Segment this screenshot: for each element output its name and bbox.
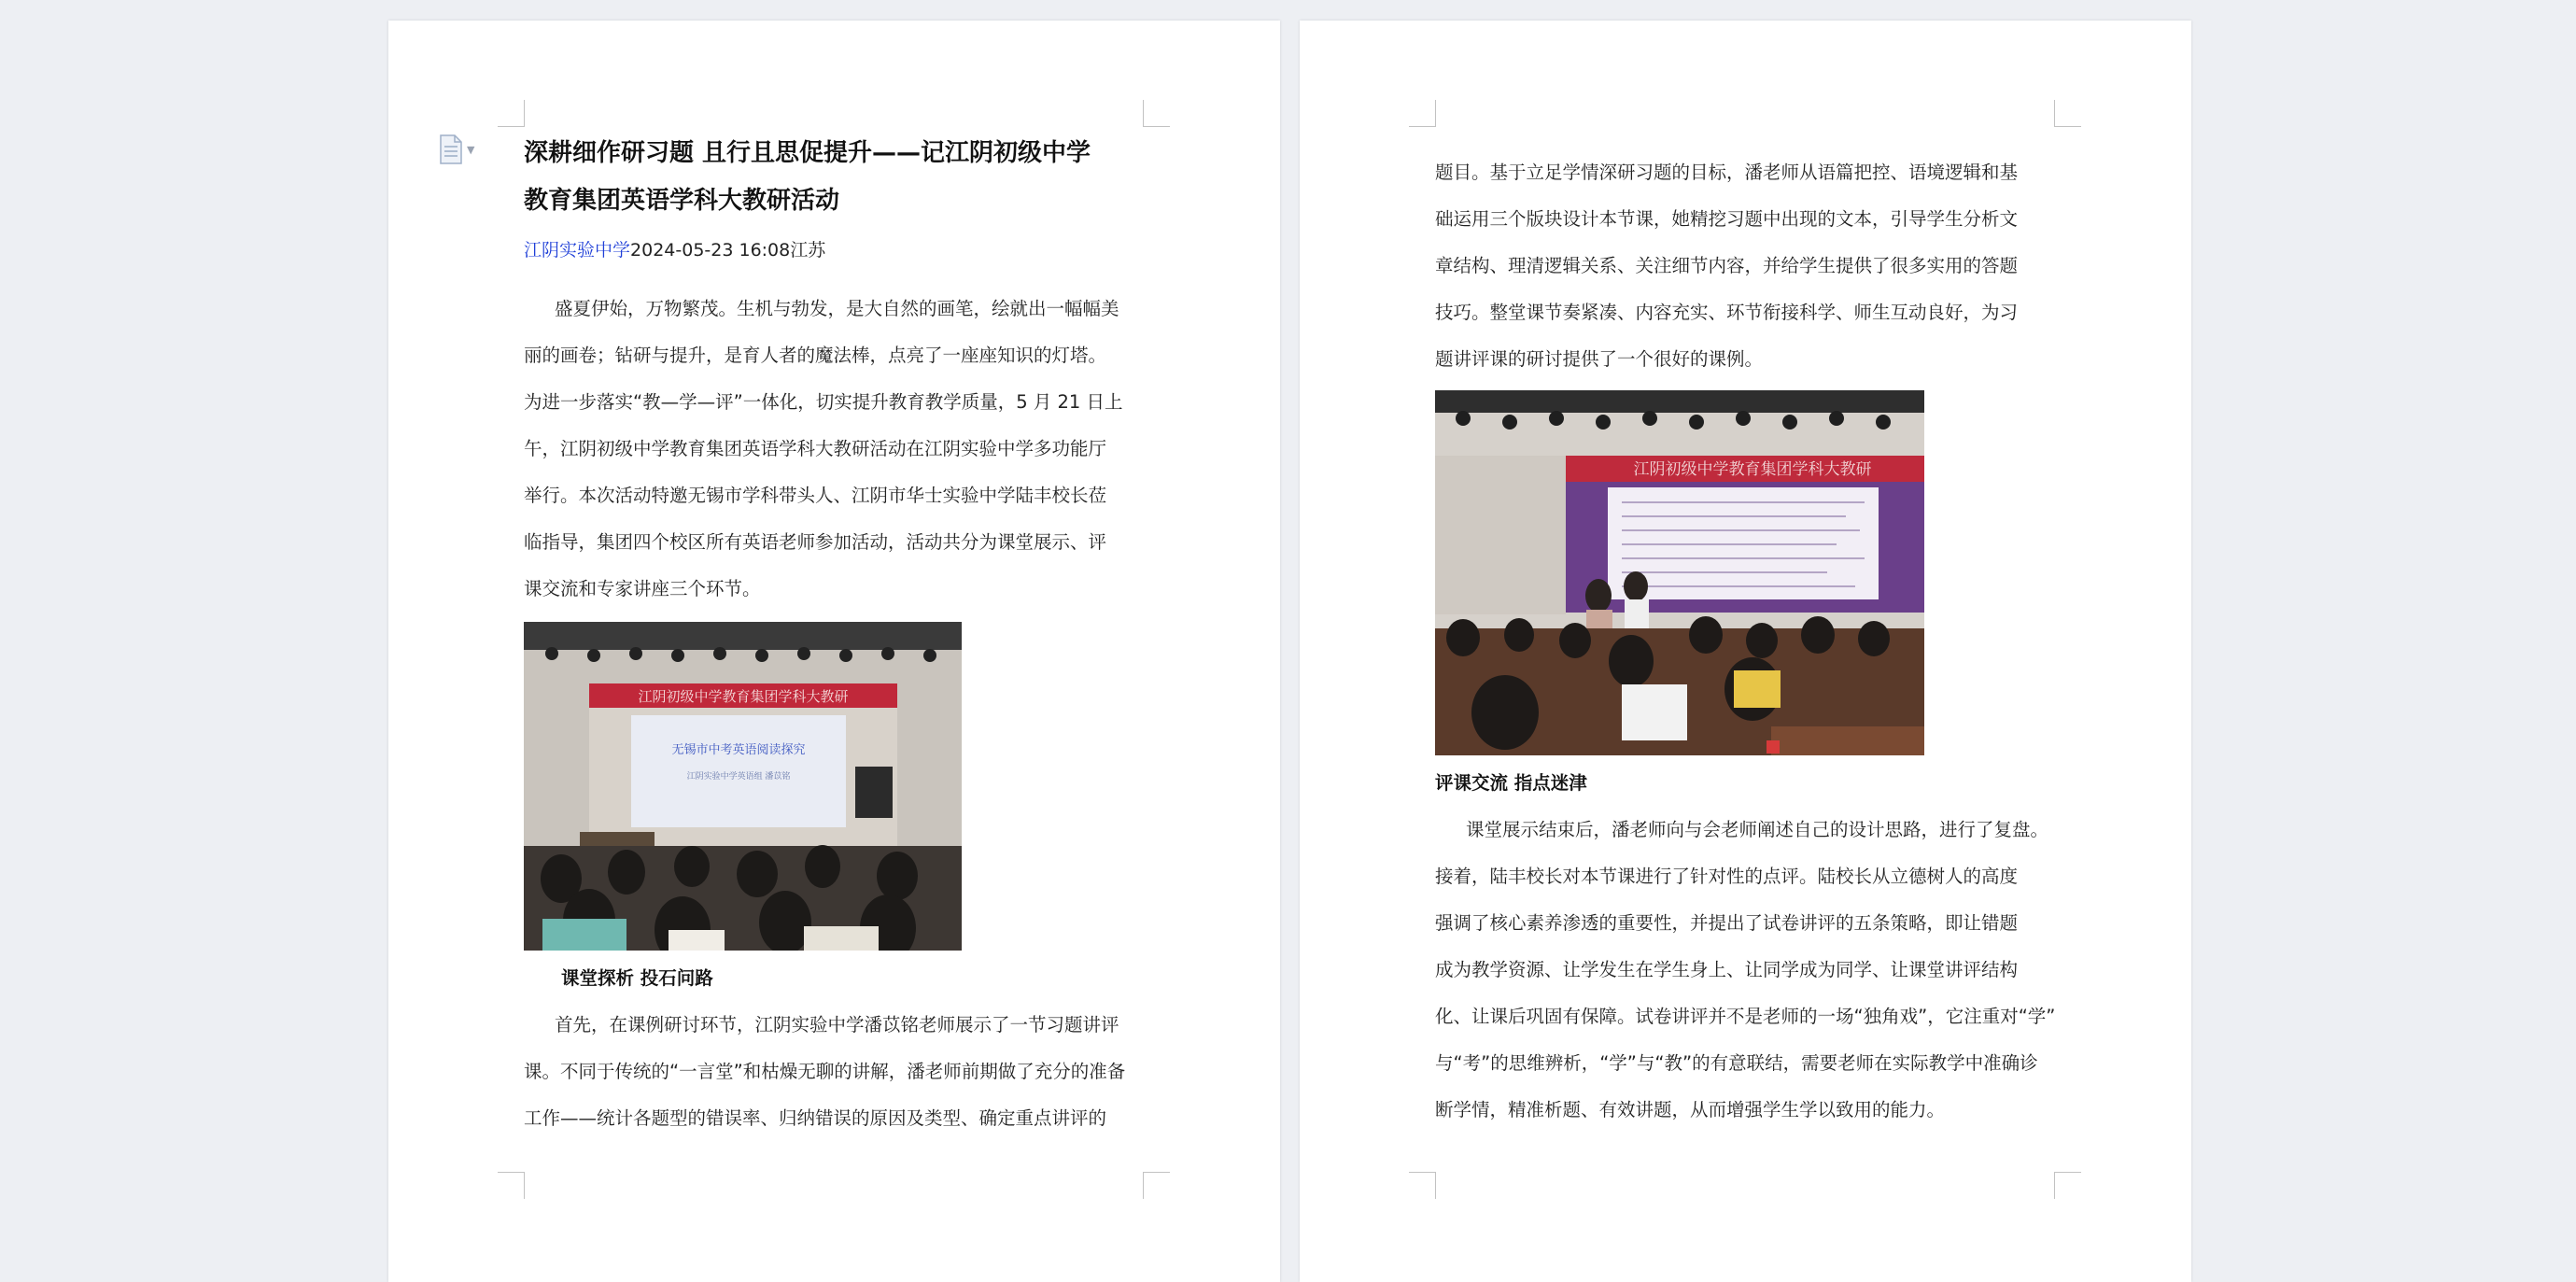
margin-corner-bottom-left — [498, 1172, 525, 1199]
activity-photo-1 — [524, 622, 962, 951]
article-meta — [524, 236, 1149, 264]
text-line: 接着，陆丰校长对本节课进行了针对性的点评。陆校长从立德树人的高度 — [1435, 866, 2019, 887]
title-line-1: 深耕细作研习题 且行且思促提升——记江阴初级中学 — [524, 139, 1091, 167]
text-line: 断学情，精准析题、有效讲题，从而增强学生学以致用的能力。 — [1435, 1099, 1946, 1120]
text-line: 课交流和专家讲座三个环节。 — [524, 578, 761, 599]
intro-paragraph — [524, 286, 1149, 613]
text-line: 章结构、理清逻辑关系、关注细节内容，并给学生提供了很多实用的答题 — [1435, 255, 2019, 276]
document-page-2 — [1300, 21, 2191, 1282]
page-2-content — [1435, 149, 2061, 1134]
source-link[interactable]: 江阴实验中学 — [524, 240, 631, 261]
margin-corner-top-left — [1409, 100, 1436, 127]
text-line: 盛夏伊始，万物繁茂。生机与勃发，是大自然的画笔，绘就出一幅幅美 — [555, 298, 1119, 319]
text-line: 化、让课后巩固有保障。试卷讲评并不是老师的一场“独角戏”，它注重对“学” — [1435, 1006, 2056, 1027]
document-page-1 — [388, 21, 1280, 1282]
margin-corner-bottom-left — [1409, 1172, 1436, 1199]
text-line: 成为教学资源、让学发生在学生身上、让同学成为同学、让课堂讲评结构 — [1435, 959, 2019, 980]
text-line: 强调了核心素养渗透的重要性，并提出了试卷讲评的五条策略，即让错题 — [1435, 912, 2019, 934]
article-title — [524, 130, 1149, 225]
section-2-paragraph — [1435, 807, 2061, 1134]
text-line: 与“考”的思维辨析，“学”与“教”的有意联结，需要老师在实际教学中准确诊 — [1435, 1052, 2038, 1074]
page-1-content — [524, 130, 1149, 1142]
margin-corner-top-right — [2054, 100, 2081, 127]
text-line: 课。不同于传统的“一言堂”和枯燥无聊的讲解，潘老师前期做了充分的准备 — [524, 1061, 1126, 1082]
section-1-heading: 课堂探析 投石问路 — [561, 967, 713, 989]
margin-corner-top-left — [498, 100, 525, 127]
document-icon[interactable] — [439, 134, 463, 164]
activity-photo-2 — [1435, 390, 1924, 755]
text-line: 丽的画卷；钻研与提升，是育人者的魔法棒，点亮了一座座知识的灯塔。 — [524, 345, 1107, 366]
text-line: 工作——统计各题型的错误率、归纳错误的原因及类型、确定重点讲评的 — [524, 1107, 1107, 1129]
continued-paragraph — [1435, 149, 2061, 383]
text-line: 础运用三个版块设计本节课，她精挖习题中出现的文本，引导学生分析文 — [1435, 208, 2019, 230]
text-line: 为进一步落实“教—学—评”一体化，切实提升教育教学质量，5 月 21 日上 — [524, 391, 1123, 413]
photo-2-banner: 江阴初级中学教育集团学科大教研 — [1633, 460, 1872, 479]
photo-1-screen-subtitle: 江阴实验中学英语组 潘苡铭 — [686, 772, 791, 782]
text-line: 题目。基于立足学情深研习题的目标，潘老师从语篇把控、语境逻辑和基 — [1435, 162, 2019, 183]
section-1-paragraph — [524, 1002, 1149, 1142]
article-datetime: 2024-05-23 16:08 — [630, 240, 791, 261]
margin-corner-top-right — [1143, 100, 1170, 127]
text-line: 题讲评课的研讨提供了一个很好的课例。 — [1435, 348, 1764, 370]
article-location: 江苏 — [790, 240, 826, 261]
text-line: 技巧。整堂课节奏紧凑、内容充实、环节衔接科学、师生互动良好，为习 — [1435, 302, 2019, 323]
photo-1-screen-title: 无锡市中考英语阅读探究 — [671, 743, 806, 757]
caret-down-icon[interactable]: ▼ — [467, 144, 475, 156]
title-line-2: 教育集团英语学科大教研活动 — [524, 187, 840, 215]
photo-1-banner: 江阴初级中学教育集团学科大教研 — [638, 688, 849, 705]
text-line: 举行。本次活动特邀无锡市学科带头人、江阴市华士实验中学陆丰校长莅 — [524, 485, 1107, 506]
text-line: 首先，在课例研讨环节，江阴实验中学潘苡铭老师展示了一节习题讲评 — [555, 1014, 1119, 1035]
margin-corner-bottom-right — [1143, 1172, 1170, 1199]
margin-corner-bottom-right — [2054, 1172, 2081, 1199]
text-line: 临指导，集团四个校区所有英语老师参加活动，活动共分为课堂展示、评 — [524, 531, 1107, 553]
section-2-heading: 评课交流 指点迷津 — [1435, 772, 1587, 794]
text-line: 午，江阴初级中学教育集团英语学科大教研活动在江阴实验中学多功能厅 — [524, 438, 1107, 459]
text-line: 课堂展示结束后，潘老师向与会老师阐述自己的设计思路，进行了复盘。 — [1466, 819, 2049, 840]
